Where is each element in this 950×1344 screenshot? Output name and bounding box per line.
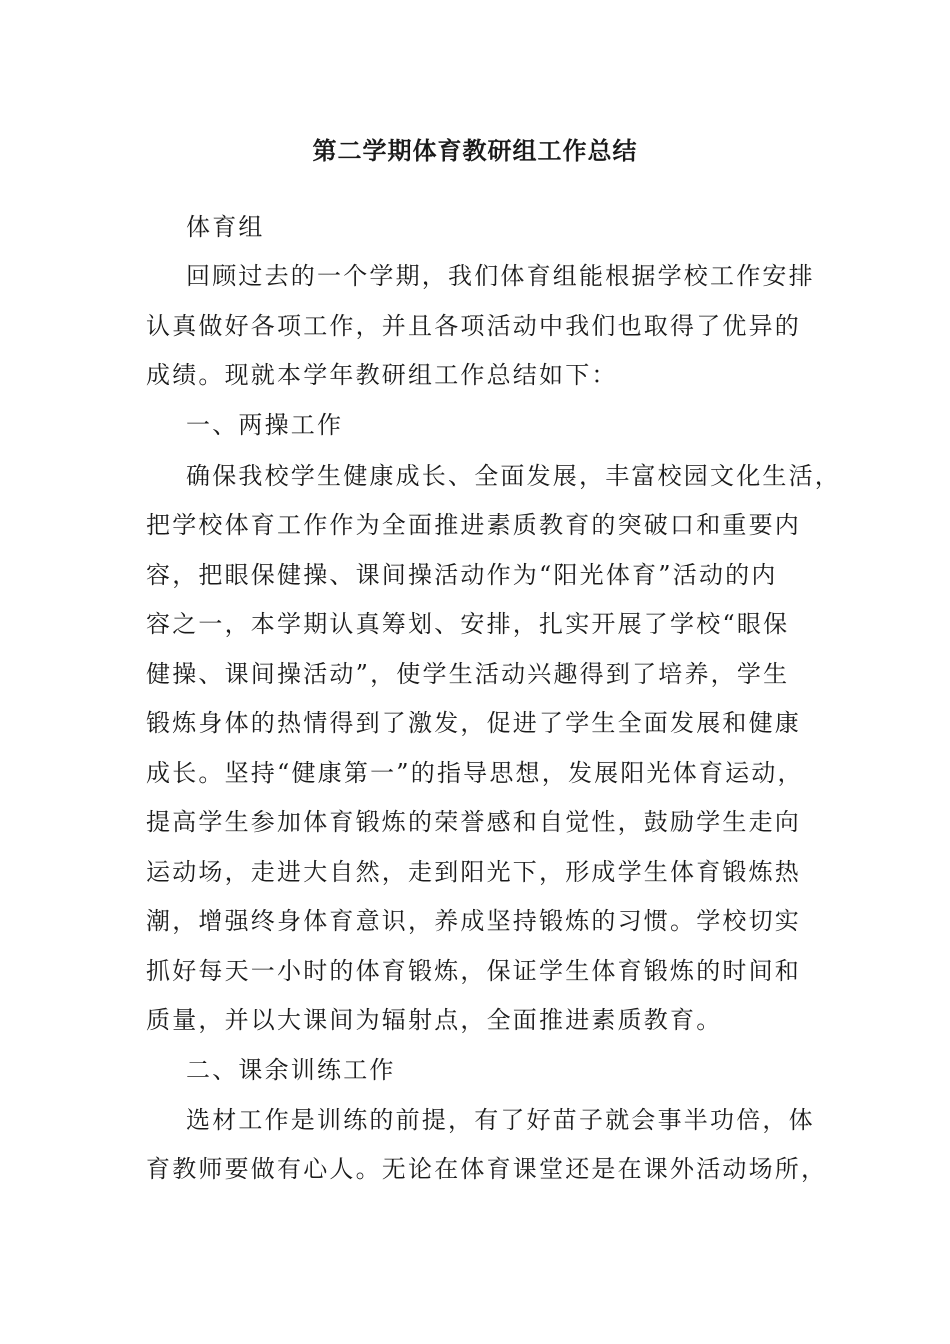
paragraph-line: 潮，增强终身体育意识，养成坚持锻炼的习惯。学校切实 xyxy=(146,907,801,935)
paragraph-line: 容，把眼保健操、课间操活动作为“阳光体育”活动的内 xyxy=(146,561,778,589)
paragraph-line: 育教师要做有心人。无论在体育课堂还是在课外活动场所， xyxy=(146,1155,828,1183)
paragraph-line: 容之一，本学期认真筹划、安排，扎实开展了学校“眼保 xyxy=(146,610,790,638)
paragraph-line: 确保我校学生健康成长、全面发展，丰富校园文化生活， xyxy=(186,462,841,490)
document-title: 第二学期体育教研组工作总结 xyxy=(312,136,638,165)
paragraph-line: 质量，并以大课间为辐射点，全面推进素质教育。 xyxy=(146,1006,723,1034)
paragraph-line: 健操、课间操活动”，使学生活动兴趣得到了培养，学生 xyxy=(146,660,790,688)
paragraph-line: 抓好每天一小时的体育锻炼，保证学生体育锻炼的时间和 xyxy=(146,957,801,985)
section-heading: 二、课余训练工作 xyxy=(186,1056,396,1084)
paragraph-line: 选材工作是训练的前提，有了好苗子就会事半功倍，体 xyxy=(186,1106,815,1134)
author-line: 体育组 xyxy=(186,213,265,241)
section-heading: 一、两操工作 xyxy=(186,411,344,439)
paragraph-line: 锻炼身体的热情得到了激发，促进了学生全面发展和健康 xyxy=(146,709,801,737)
paragraph-line: 提高学生参加体育锻炼的荣誉感和自觉性，鼓励学生走向 xyxy=(146,808,801,836)
paragraph-line: 成长。坚持“健康第一”的指导思想，发展阳光体育运动， xyxy=(146,759,804,787)
paragraph-line: 回顾过去的一个学期，我们体育组能根据学校工作安排 xyxy=(186,262,815,290)
paragraph-line: 运动场，走进大自然，走到阳光下，形成学生体育锻炼热 xyxy=(146,858,801,886)
paragraph-line: 成绩。现就本学年教研组工作总结如下： xyxy=(146,361,618,389)
paragraph-line: 认真做好各项工作，并且各项活动中我们也取得了优异的 xyxy=(146,312,801,340)
paragraph-line: 把学校体育工作作为全面推进素质教育的突破口和重要内 xyxy=(146,511,801,539)
